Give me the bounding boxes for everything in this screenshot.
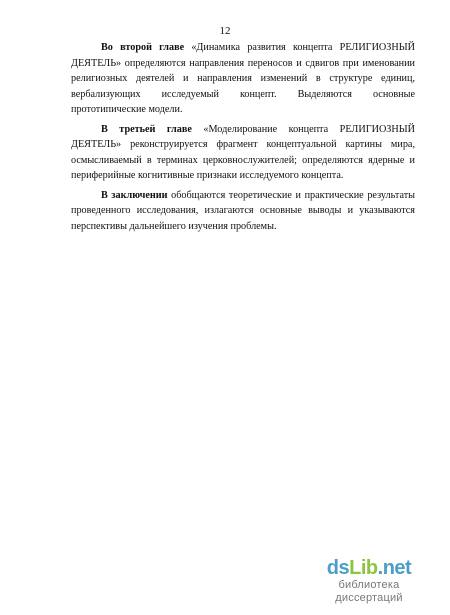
logo-part-ds: ds bbox=[326, 557, 350, 579]
dslib-watermark bbox=[304, 557, 434, 605]
paragraph-text: «Моделирование концепта РЕЛИГИОЗНЫЙ ДЕЯТЕЛЬ» реконструируется фрагмент концептуальной картины мира, осмысливаемый в терминах церковнослужителей; определяются ядерные и периферийные когнитивные признаки исследуемого концепта. bbox=[71, 123, 415, 181]
paragraph-lead: В заключении bbox=[101, 189, 168, 201]
document-body bbox=[71, 40, 415, 238]
dslib-logo bbox=[304, 557, 434, 579]
watermark-subtitle: библиотека диссертаций bbox=[335, 579, 403, 604]
paragraph-chapter-3 bbox=[71, 122, 415, 184]
paragraph-text: «Динамика развития концепта РЕЛИГИОЗНЫЙ ДЕЯТЕЛЬ» определяются направления переносов и сдвигов при именовании религиозных деятелей и направления изменений в структуре единиц, вербализующих исследуемый концепт. Выделяются основные прототипические модели. bbox=[71, 42, 415, 115]
paragraph-chapter-2 bbox=[71, 40, 415, 118]
paragraph-lead: Во второй главе bbox=[101, 42, 185, 53]
paragraph-text: обобщаются теоретические и практические результаты проведенного исследования, излагаются основные выводы и указываются перспективы дальнейшего изучения проблемы. bbox=[71, 189, 415, 232]
paragraph-conclusion bbox=[71, 188, 415, 235]
paragraph-lead: В третьей главе bbox=[101, 123, 192, 135]
logo-part-net: .net bbox=[377, 557, 412, 579]
page-number: 12 bbox=[219, 25, 231, 37]
logo-part-lib: Lib bbox=[349, 557, 378, 579]
